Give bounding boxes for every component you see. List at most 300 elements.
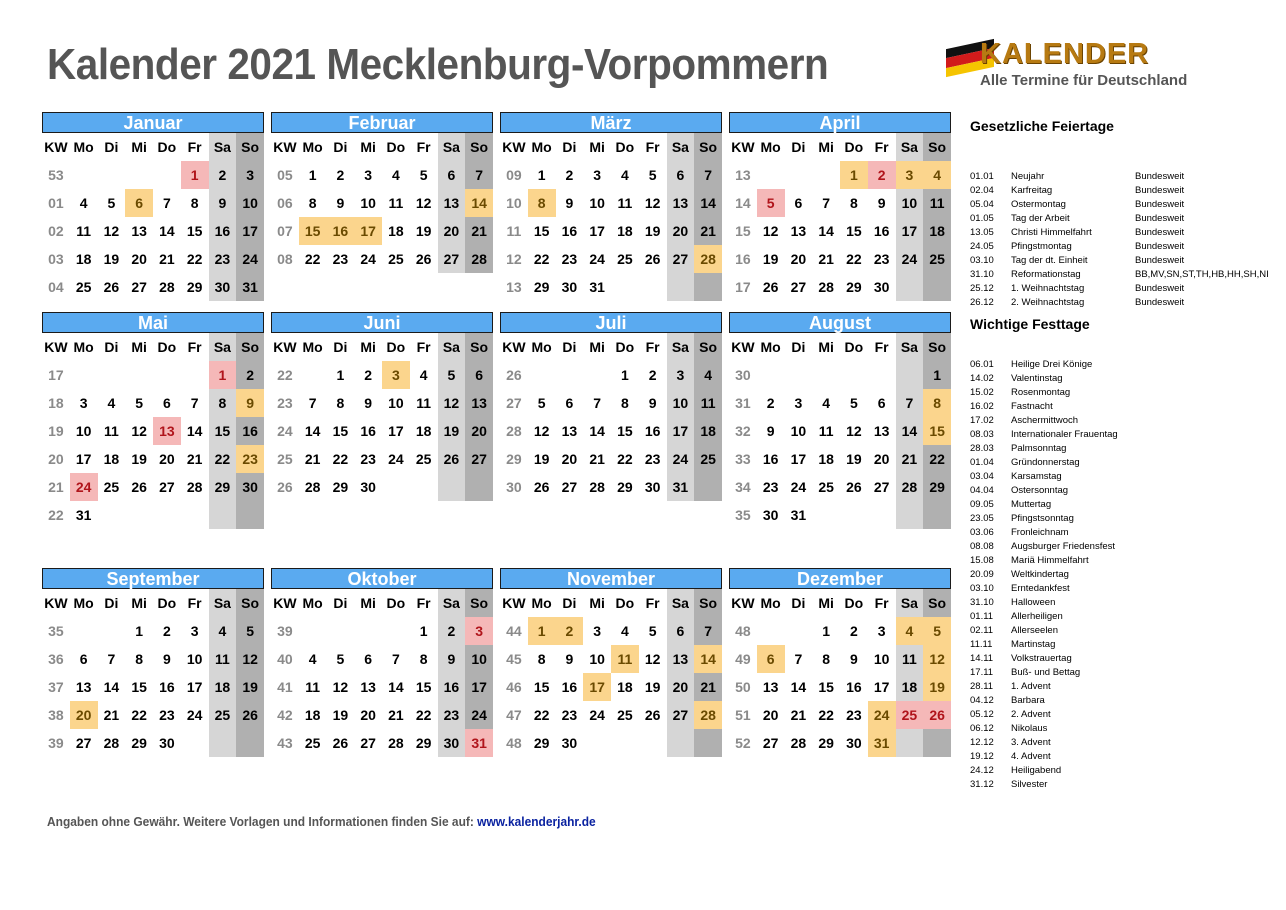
day-cell (98, 161, 126, 189)
day-cell: 12 (762, 223, 779, 239)
holiday-date: 24.05 (970, 241, 994, 252)
day-cell (70, 161, 98, 189)
day-cell (410, 473, 438, 501)
day-cell: 26 (762, 279, 779, 295)
day-cell: 25 (388, 251, 404, 267)
day-cell (694, 473, 722, 501)
festday-date: 14.02 (970, 373, 994, 384)
day-cell: 4 (209, 617, 237, 645)
weekday-header: Fr (645, 139, 660, 155)
month-days-grid (500, 589, 722, 785)
holiday-region: Bundesweit (1135, 241, 1185, 252)
day-cell: 1 (135, 623, 144, 639)
weekday-header: Do (615, 339, 635, 355)
day-cell (181, 729, 209, 757)
day-cell (98, 757, 126, 785)
day-cell: 2 (438, 617, 466, 645)
day-cell (812, 757, 840, 785)
day-cell: 11 (388, 195, 404, 211)
week-number: 38 (48, 707, 64, 723)
day-cell: 22 (533, 707, 550, 723)
footer-link[interactable]: www.kalenderjahr.de (477, 814, 596, 829)
day-cell: 17 (236, 217, 264, 245)
day-cell (125, 361, 153, 389)
day-cell: 29 (818, 735, 834, 751)
weekday-header: So (236, 333, 264, 361)
day-cell: 25 (617, 707, 633, 723)
day-cell (583, 501, 611, 529)
day-cell: 3 (79, 395, 88, 411)
day-cell (410, 273, 438, 301)
month-days-grid (729, 133, 951, 329)
festday-name: 4. Advent (1011, 751, 1051, 762)
day-cell (639, 729, 667, 757)
day-cell (896, 501, 924, 529)
month-august (729, 312, 951, 529)
day-cell (465, 473, 493, 501)
festday-date: 01.04 (970, 457, 994, 468)
day-cell: 20 (667, 217, 695, 245)
day-cell: 28 (186, 479, 203, 495)
weekday-header: Mi (360, 595, 376, 611)
week-number: 39 (48, 735, 64, 751)
weekday-header: KW (731, 595, 755, 611)
festday-date: 28.03 (970, 443, 994, 454)
day-cell: 2 (162, 623, 171, 639)
week-number: 13 (735, 167, 751, 183)
week-number: 33 (735, 451, 751, 467)
week-number: 07 (277, 223, 293, 239)
day-cell: 27 (790, 279, 807, 295)
day-cell: 1 (336, 367, 345, 383)
day-cell: 10 (589, 195, 605, 211)
day-cell (611, 273, 639, 301)
day-cell: 10 (186, 651, 203, 667)
day-cell (896, 757, 924, 785)
day-cell: 27 (561, 479, 578, 495)
day-cell: 12 (846, 423, 862, 439)
day-cell: 20 (360, 707, 376, 723)
day-cell: 14 (388, 679, 404, 695)
day-cell (70, 361, 98, 389)
day-cell: 27 (75, 735, 92, 751)
day-cell: 16 (438, 673, 466, 701)
weekday-header: Mo (302, 139, 323, 155)
week-number: 53 (48, 167, 64, 183)
day-cell (236, 729, 264, 757)
day-cell (438, 273, 466, 301)
festday-date: 02.11 (970, 625, 994, 636)
day-cell: 13 (667, 645, 695, 673)
day-cell: 19 (533, 451, 550, 467)
day-cell: 15 (415, 679, 432, 695)
month-februar (271, 112, 493, 329)
holiday-date: 31.10 (970, 269, 994, 280)
week-number: 05 (277, 167, 293, 183)
day-cell: 10 (388, 395, 404, 411)
day-cell: 2 (364, 367, 373, 383)
day-cell (611, 729, 639, 757)
weekday-header: Di (791, 139, 806, 155)
weekday-header: Do (157, 339, 177, 355)
weekday-header: So (923, 333, 951, 361)
day-cell: 4 (308, 651, 317, 667)
day-cell (181, 361, 209, 389)
festday-name: Volkstrauertag (1011, 653, 1072, 664)
day-cell (528, 757, 556, 785)
holiday-region: Bundesweit (1135, 171, 1185, 182)
week-number: 42 (277, 707, 293, 723)
day-cell: 6 (438, 161, 466, 189)
weekday-header: Fr (187, 339, 202, 355)
week-number: 52 (735, 735, 751, 751)
weekday-header: KW (731, 139, 755, 155)
day-cell: 31 (667, 473, 695, 501)
day-cell: 31 (589, 279, 605, 295)
day-cell (299, 501, 327, 529)
day-cell: 18 (415, 423, 432, 439)
day-cell: 25 (415, 451, 432, 467)
week-number: 37 (48, 679, 64, 695)
festday-name: Karsamstag (1011, 471, 1062, 482)
day-cell: 28 (694, 245, 722, 273)
day-cell: 29 (923, 473, 951, 501)
weekday-header: Fr (187, 595, 202, 611)
day-cell: 13 (465, 389, 493, 417)
holiday-name: 1. Weihnachtstag (1011, 283, 1085, 294)
holiday-name: Reformationstag (1011, 269, 1081, 280)
day-cell (694, 501, 722, 529)
holiday-region: Bundesweit (1135, 283, 1185, 294)
day-cell: 17 (583, 673, 611, 701)
holiday-region: Bundesweit (1135, 255, 1185, 266)
day-cell (98, 617, 126, 645)
weekday-header: KW (273, 339, 297, 355)
week-number: 06 (277, 195, 293, 211)
day-cell (465, 757, 493, 785)
kalender-logo[interactable] (946, 38, 1216, 98)
day-cell: 6 (667, 161, 695, 189)
day-cell: 21 (388, 707, 404, 723)
festday-date: 17.11 (970, 667, 994, 678)
day-cell: 14 (186, 423, 203, 439)
week-number: 08 (277, 251, 293, 267)
day-cell: 30 (209, 273, 237, 301)
day-cell: 10 (667, 389, 695, 417)
day-cell: 18 (694, 417, 722, 445)
day-cell: 28 (694, 701, 722, 729)
month-title: April (729, 112, 951, 133)
weekday-header: So (236, 589, 264, 617)
week-number: 48 (735, 623, 751, 639)
weekday-header: Do (615, 595, 635, 611)
day-cell: 6 (757, 645, 785, 673)
day-cell: 19 (644, 223, 661, 239)
weekday-header: Sa (438, 133, 466, 161)
day-cell: 2 (849, 623, 858, 639)
day-cell: 4 (923, 161, 951, 189)
day-cell: 15 (209, 417, 237, 445)
day-cell (785, 617, 813, 645)
weekday-header: Mi (360, 139, 376, 155)
day-cell: 25 (304, 735, 321, 751)
day-cell (299, 361, 327, 389)
weekday-header: Mo (73, 139, 94, 155)
festday-date: 23.05 (970, 513, 994, 524)
day-cell: 4 (391, 167, 400, 183)
day-cell: 27 (667, 245, 695, 273)
day-cell: 17 (186, 679, 203, 695)
day-cell: 26 (923, 701, 951, 729)
day-cell: 11 (305, 679, 321, 695)
day-cell: 11 (209, 645, 237, 673)
day-cell: 29 (846, 279, 862, 295)
week-number: 13 (506, 279, 522, 295)
weekday-header: Di (562, 139, 577, 155)
day-cell (840, 361, 868, 389)
weekday-header: Sa (438, 333, 466, 361)
day-cell (639, 757, 667, 785)
day-cell: 11 (76, 223, 92, 239)
day-cell (382, 273, 410, 301)
festday-name: Heiligabend (1011, 765, 1062, 776)
day-cell (410, 757, 438, 785)
day-cell: 17 (873, 679, 890, 695)
day-cell (639, 273, 667, 301)
day-cell (382, 501, 410, 529)
day-cell (382, 473, 410, 501)
day-cell: 29 (533, 279, 550, 295)
week-number: 32 (735, 423, 751, 439)
day-cell: 12 (332, 679, 349, 695)
day-cell: 29 (415, 735, 432, 751)
day-cell: 16 (561, 679, 578, 695)
festday-date: 31.10 (970, 597, 994, 608)
day-cell: 28 (589, 479, 605, 495)
day-cell (327, 617, 355, 645)
weekday-header: Sa (667, 589, 695, 617)
day-cell: 28 (304, 479, 321, 495)
day-cell: 29 (332, 479, 349, 495)
holiday-name: Tag der dt. Einheit (1011, 255, 1088, 266)
day-cell: 25 (694, 445, 722, 473)
day-cell (667, 757, 695, 785)
day-cell: 30 (360, 479, 376, 495)
day-cell (923, 273, 951, 301)
week-number: 22 (48, 507, 64, 523)
day-cell: 4 (822, 395, 831, 411)
day-cell: 14 (159, 223, 175, 239)
day-cell: 16 (236, 417, 264, 445)
day-cell (812, 161, 840, 189)
day-cell: 6 (565, 395, 574, 411)
month-days-grid (271, 589, 493, 785)
day-cell: 7 (822, 195, 831, 211)
week-number: 51 (735, 707, 751, 723)
day-cell: 2 (336, 167, 345, 183)
day-cell: 27 (438, 245, 466, 273)
month-title: August (729, 312, 951, 333)
weekday-header: Di (104, 139, 119, 155)
day-cell: 21 (818, 251, 834, 267)
day-cell: 18 (818, 451, 834, 467)
day-cell: 31 (465, 729, 493, 757)
festday-date: 03.10 (970, 583, 994, 594)
day-cell (757, 161, 785, 189)
day-cell (125, 161, 153, 189)
day-cell: 15 (186, 223, 203, 239)
day-cell: 13 (873, 423, 890, 439)
festday-date: 11.11 (970, 639, 993, 650)
day-cell: 18 (304, 707, 321, 723)
day-cell (236, 501, 264, 529)
week-number: 19 (48, 423, 64, 439)
day-cell: 27 (465, 445, 493, 473)
day-cell: 28 (818, 279, 834, 295)
weekday-header: Fr (874, 339, 889, 355)
day-cell: 23 (360, 451, 376, 467)
day-cell (611, 757, 639, 785)
day-cell: 29 (209, 473, 237, 501)
day-cell: 22 (131, 707, 147, 723)
day-cell: 11 (103, 423, 119, 439)
day-cell: 24 (589, 251, 605, 267)
festday-date: 14.11 (970, 653, 994, 664)
week-number: 25 (277, 451, 293, 467)
week-number: 16 (735, 251, 751, 267)
day-cell: 30 (561, 735, 578, 751)
week-number: 35 (735, 507, 751, 523)
day-cell: 16 (873, 223, 890, 239)
day-cell: 5 (107, 195, 116, 211)
festday-name: Ostersonntag (1011, 485, 1069, 496)
day-cell: 1 (209, 361, 237, 389)
day-cell: 19 (846, 451, 862, 467)
day-cell: 8 (135, 651, 144, 667)
month-september (42, 568, 264, 785)
week-number (729, 757, 757, 785)
week-number: 35 (48, 623, 64, 639)
day-cell: 30 (236, 473, 264, 501)
day-cell: 1 (923, 361, 951, 389)
week-number: 12 (506, 251, 522, 267)
day-cell: 27 (159, 479, 175, 495)
month-days-grid (729, 333, 951, 529)
festday-name: Barbara (1011, 695, 1045, 706)
day-cell: 15 (846, 223, 862, 239)
day-cell (70, 757, 98, 785)
day-cell: 4 (694, 361, 722, 389)
holiday-date: 25.12 (970, 283, 994, 294)
weekday-header: KW (502, 595, 526, 611)
day-cell: 17 (667, 417, 695, 445)
day-cell: 6 (877, 395, 886, 411)
day-cell: 26 (236, 701, 264, 729)
day-cell: 5 (923, 617, 951, 645)
holiday-region: Bundesweit (1135, 297, 1185, 308)
day-cell: 13 (762, 679, 779, 695)
month-title: Mai (42, 312, 264, 333)
day-cell: 18 (209, 673, 237, 701)
day-cell: 23 (438, 701, 466, 729)
day-cell: 23 (209, 245, 237, 273)
week-number: 20 (48, 451, 64, 467)
weekday-header: Sa (896, 333, 924, 361)
weekday-header: Mo (73, 595, 94, 611)
day-cell: 26 (644, 707, 661, 723)
day-cell: 29 (131, 735, 147, 751)
weekday-header: Di (562, 339, 577, 355)
day-cell: 2 (868, 161, 896, 189)
day-cell: 7 (107, 651, 116, 667)
weekday-header: Mi (818, 339, 834, 355)
day-cell: 10 (236, 189, 264, 217)
week-number: 50 (735, 679, 751, 695)
day-cell: 1 (181, 161, 209, 189)
day-cell (694, 757, 722, 785)
week-number: 30 (506, 479, 522, 495)
day-cell: 13 (131, 223, 147, 239)
day-cell: 22 (533, 251, 550, 267)
day-cell: 15 (299, 217, 327, 245)
day-cell (896, 729, 924, 757)
festdays-title: Wichtige Festtage (970, 316, 1090, 332)
weekday-header: KW (731, 339, 755, 355)
day-cell: 19 (415, 223, 432, 239)
day-cell: 31 (790, 507, 807, 523)
day-cell (382, 617, 410, 645)
day-cell: 23 (236, 445, 264, 473)
day-cell: 1 (840, 161, 868, 189)
day-cell (354, 757, 382, 785)
day-cell: 7 (308, 395, 317, 411)
day-cell: 7 (694, 617, 722, 645)
weekday-header: So (694, 333, 722, 361)
holiday-name: Ostermontag (1011, 199, 1066, 210)
weekday-header: Mo (760, 339, 781, 355)
day-cell: 12 (131, 423, 147, 439)
holiday-date: 01.01 (970, 171, 994, 182)
day-cell: 9 (336, 195, 345, 211)
weekday-header: Fr (416, 339, 431, 355)
day-cell: 7 (190, 395, 199, 411)
day-cell: 5 (438, 361, 466, 389)
day-cell: 3 (667, 361, 695, 389)
day-cell (327, 757, 355, 785)
day-cell: 30 (644, 479, 661, 495)
weekday-header: Sa (896, 589, 924, 617)
month-days-grid (500, 133, 722, 329)
holiday-date: 26.12 (970, 297, 994, 308)
festday-name: Mariä Himmelfahrt (1011, 555, 1089, 566)
festday-name: Pfingstsonntag (1011, 513, 1074, 524)
day-cell (70, 617, 98, 645)
day-cell: 23 (846, 707, 862, 723)
day-cell: 30 (762, 507, 779, 523)
festday-date: 03.04 (970, 471, 994, 482)
day-cell: 10 (75, 423, 92, 439)
day-cell: 14 (103, 679, 120, 695)
holidays-title: Gesetzliche Feiertage (970, 118, 1114, 134)
day-cell: 21 (465, 217, 493, 245)
day-cell (153, 757, 181, 785)
day-cell: 3 (593, 623, 602, 639)
day-cell: 19 (923, 673, 951, 701)
day-cell: 15 (818, 679, 834, 695)
week-number: 49 (735, 651, 751, 667)
weekday-header: Di (104, 339, 119, 355)
day-cell: 6 (794, 195, 803, 211)
